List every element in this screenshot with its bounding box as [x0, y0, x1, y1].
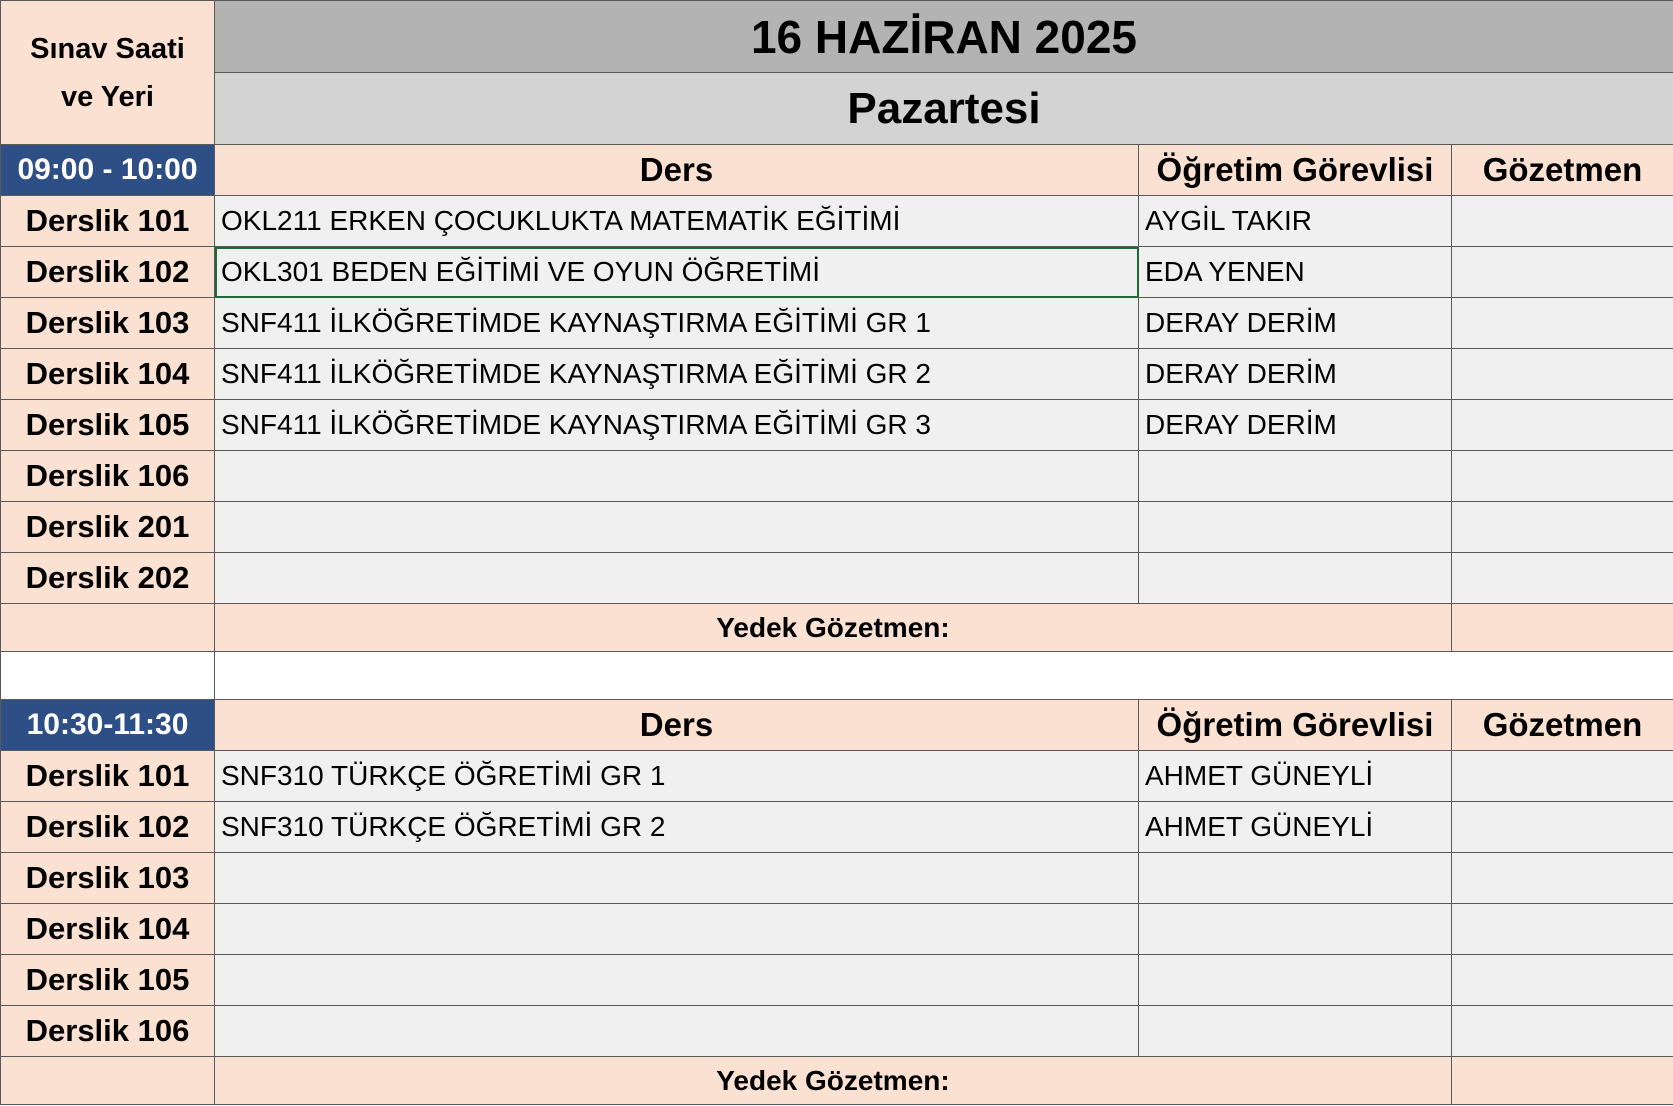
column-header-course[interactable]: Ders [215, 145, 1139, 196]
instructor-cell[interactable]: DERAY DERİM [1139, 298, 1452, 349]
table-row [1, 298, 1673, 349]
day-title[interactable]: Pazartesi [215, 73, 1673, 145]
instructor-cell[interactable] [1139, 853, 1452, 904]
instructor-cell[interactable] [1139, 904, 1452, 955]
spacer-cell[interactable] [1, 652, 215, 700]
reserve-spacer[interactable] [1, 1057, 215, 1105]
column-header-instructor[interactable]: Öğretim Görevlisi [1139, 145, 1452, 196]
instructor-cell[interactable] [1139, 553, 1452, 604]
instructor-cell[interactable]: AYGİL TAKIR [1139, 196, 1452, 247]
course-cell[interactable] [215, 853, 1139, 904]
reserve-proctor-cell[interactable] [1452, 1057, 1673, 1105]
instructor-cell[interactable] [1139, 502, 1452, 553]
proctor-cell[interactable] [1452, 802, 1673, 853]
instructor-cell[interactable]: DERAY DERİM [1139, 400, 1452, 451]
table-row [1, 502, 1673, 553]
course-cell[interactable]: OKL211 ERKEN ÇOCUKLUKTA MATEMATİK EĞİTİMİ [215, 196, 1139, 247]
room-label[interactable]: Derslik 104 [1, 349, 215, 400]
table-row [1, 247, 1673, 298]
table-row [1, 400, 1673, 451]
proctor-cell[interactable] [1452, 904, 1673, 955]
room-label[interactable]: Derslik 101 [1, 751, 215, 802]
room-label[interactable]: Derslik 106 [1, 1006, 215, 1057]
table-row [1, 955, 1673, 1006]
table-row [1, 904, 1673, 955]
room-label[interactable]: Derslik 103 [1, 853, 215, 904]
date-title[interactable]: 16 HAZİRAN 2025 [215, 1, 1673, 73]
table-row [1, 196, 1673, 247]
proctor-cell[interactable] [1452, 349, 1673, 400]
room-label[interactable]: Derslik 105 [1, 955, 215, 1006]
reserve-proctor-cell[interactable] [1452, 604, 1673, 652]
course-cell[interactable] [215, 1006, 1139, 1057]
proctor-cell[interactable] [1452, 853, 1673, 904]
instructor-cell[interactable] [1139, 1006, 1452, 1057]
room-label[interactable]: Derslik 104 [1, 904, 215, 955]
room-label[interactable]: Derslik 106 [1, 451, 215, 502]
course-cell[interactable] [215, 502, 1139, 553]
table-row [1, 802, 1673, 853]
course-cell[interactable]: SNF310 TÜRKÇE ÖĞRETİMİ GR 2 [215, 802, 1139, 853]
proctor-cell[interactable] [1452, 196, 1673, 247]
proctor-cell[interactable] [1452, 451, 1673, 502]
instructor-cell[interactable] [1139, 451, 1452, 502]
proctor-cell[interactable] [1452, 955, 1673, 1006]
instructor-cell[interactable]: AHMET GÜNEYLİ [1139, 802, 1452, 853]
room-label[interactable]: Derslik 105 [1, 400, 215, 451]
course-cell[interactable]: SNF310 TÜRKÇE ÖĞRETİMİ GR 1 [215, 751, 1139, 802]
table-row [1, 751, 1673, 802]
corner-label[interactable] [1, 1, 215, 145]
table-row [1, 853, 1673, 904]
column-header-proctor[interactable]: Gözetmen [1452, 700, 1673, 751]
course-cell[interactable]: SNF411 İLKÖĞRETİMDE KAYNAŞTIRMA EĞİTİMİ GR 3 [215, 400, 1139, 451]
room-label[interactable]: Derslik 102 [1, 802, 215, 853]
course-cell-selected[interactable]: OKL301 BEDEN EĞİTİMİ VE OYUN ÖĞRETİMİ [215, 247, 1139, 298]
column-header-course[interactable]: Ders [215, 700, 1139, 751]
course-cell[interactable] [215, 451, 1139, 502]
reserve-proctor-label[interactable]: Yedek Gözetmen: [215, 604, 1452, 652]
proctor-cell[interactable] [1452, 400, 1673, 451]
table-row [1, 553, 1673, 604]
reserve-proctor-label[interactable]: Yedek Gözetmen: [215, 1057, 1452, 1105]
course-cell[interactable] [215, 955, 1139, 1006]
course-cell[interactable] [215, 553, 1139, 604]
room-label[interactable]: Derslik 201 [1, 502, 215, 553]
column-header-instructor[interactable]: Öğretim Görevlisi [1139, 700, 1452, 751]
column-header-proctor[interactable]: Gözetmen [1452, 145, 1673, 196]
room-label[interactable]: Derslik 103 [1, 298, 215, 349]
proctor-cell[interactable] [1452, 298, 1673, 349]
corner-label-line1: Sınav Saati [30, 32, 185, 65]
corner-label-line2: ve Yeri [60, 80, 154, 113]
proctor-cell[interactable] [1452, 751, 1673, 802]
room-label[interactable]: Derslik 202 [1, 553, 215, 604]
room-label[interactable]: Derslik 102 [1, 247, 215, 298]
course-cell[interactable]: SNF411 İLKÖĞRETİMDE KAYNAŞTIRMA EĞİTİMİ GR 2 [215, 349, 1139, 400]
session-time[interactable]: 09:00 - 10:00 [1, 145, 215, 196]
table-row [1, 1006, 1673, 1057]
proctor-cell[interactable] [1452, 247, 1673, 298]
spacer-cell[interactable] [215, 652, 1673, 700]
reserve-spacer[interactable] [1, 604, 215, 652]
instructor-cell[interactable]: AHMET GÜNEYLİ [1139, 751, 1452, 802]
proctor-cell[interactable] [1452, 553, 1673, 604]
table-row [1, 451, 1673, 502]
course-cell[interactable]: SNF411 İLKÖĞRETİMDE KAYNAŞTIRMA EĞİTİMİ GR 1 [215, 298, 1139, 349]
session-time[interactable]: 10:30-11:30 [1, 700, 215, 751]
table-row [1, 349, 1673, 400]
proctor-cell[interactable] [1452, 502, 1673, 553]
instructor-cell[interactable] [1139, 955, 1452, 1006]
course-cell[interactable] [215, 904, 1139, 955]
instructor-cell[interactable]: DERAY DERİM [1139, 349, 1452, 400]
proctor-cell[interactable] [1452, 1006, 1673, 1057]
instructor-cell[interactable]: EDA YENEN [1139, 247, 1452, 298]
room-label[interactable]: Derslik 101 [1, 196, 215, 247]
